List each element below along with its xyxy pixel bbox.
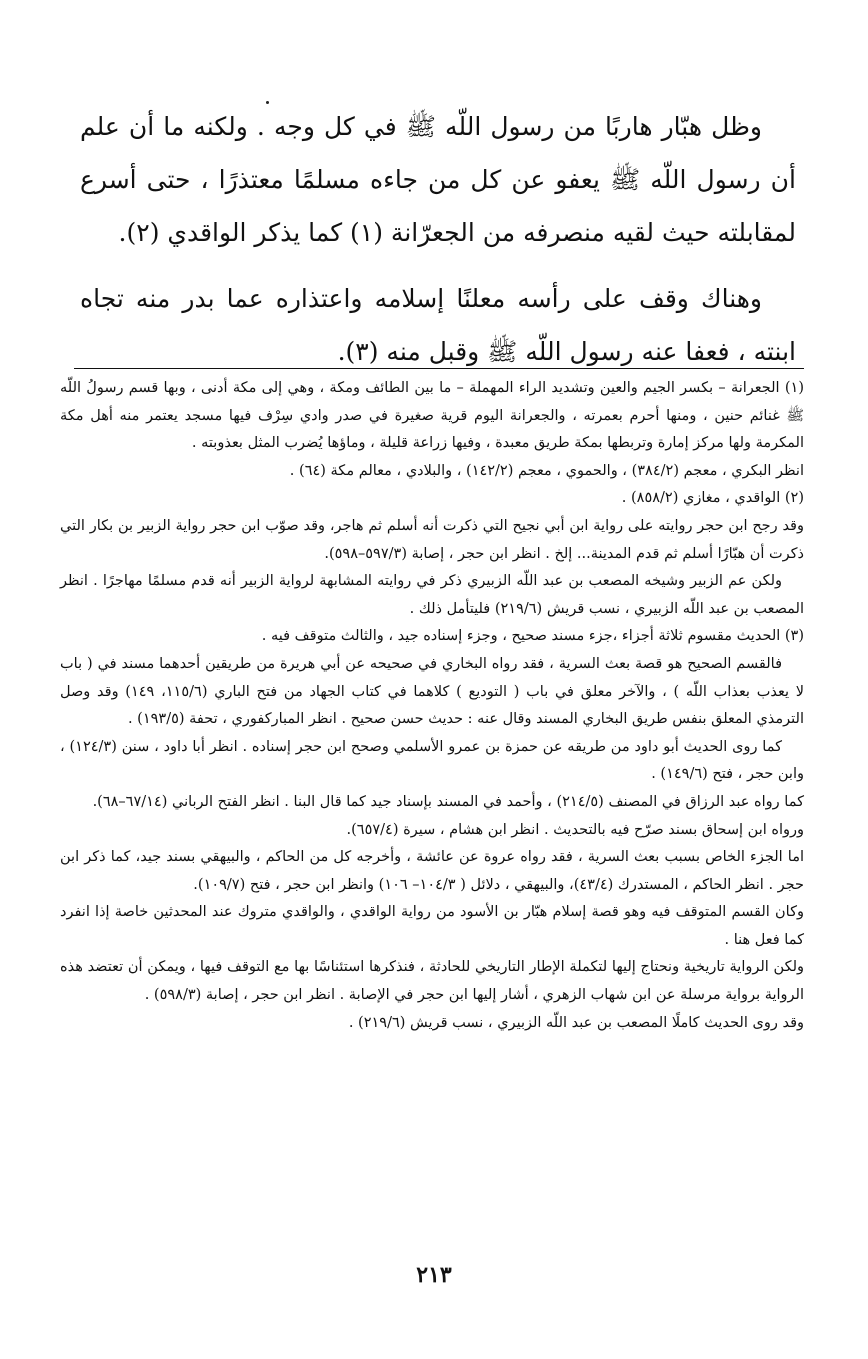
footnote-line: ولكن عم الزبير وشيخه المصعب بن عبد اللّه الزبيري ذكر في روايته المشابهة لرواية الزبير أنه قدم مسلمًا مهاجرًا . انظر المصعب بن عبد اللّه الزبيري ، نسب قريش (٢١٩/٦) فليتأمل ذلك . [60, 573, 804, 617]
footnote-line: وقد روى الحديث كاملًا المصعب بن عبد اللّه الزبيري ، نسب قريش (٢١٩/٦) . [348, 1014, 804, 1031]
footnote-line: اما الجزء الخاص بسبب بعث السرية ، فقد رواه عروة عن عائشة ، وأخرجه كل من الحاكم ، والبيهقي بسند جيد، كما ذكر ابن حجر . انظر الحاكم ، المستدرك (٤٣/٤)، والبيهقي ، دلائل ( ١٠٤/٣– ١٠٦) وانظر ابن حجر ، فتح (١٠٩/٧). [60, 849, 804, 893]
footnote-line: ولكن الرواية تاريخية ونحتاج إليها لتكملة الإطار التاريخي للحادثة ، فنذكرها استئناسًا بها مع التوقف فيها ، ويمكن أن تعتضد هذه الرواية برواية مرسلة عن ابن شهاب الزهري ، أشار إليها ابن حجر في الإصابة . انظر ابن حجر ، إصابة (٥٩٨/٣) . [60, 959, 804, 1004]
footnote-line: وقد رجح ابن حجر روايته على رواية ابن أبي نجيح التي ذكرت أنه أسلم ثم هاجر، وقد صوّب ابن حجر رواية الزبير بن بكار التي ذكرت أن هبّارًا أسلم ثم قدم المدينة... إلخ . انظر ابن حجر ، إصابة (٥٩٧/٣–٥٩٨). [60, 517, 804, 562]
footnote-line: (٣) الحديث مقسوم ثلاثة أجزاء ،جزء مسند صحيح ، وجزء إسناده جيد ، والثالث متوقف فيه . [261, 628, 804, 645]
footnotes-section [60, 375, 804, 1037]
footnote-line: (٢) الواقدي ، مغازي (٨٥٨/٢) . [621, 490, 804, 507]
footnote-line: (١) الجعرانة – بكسر الجيم والعين وتشديد الراء المهملة – ما بين الطائف ومكة ، وهي إلى مكة أدنى ، وبها قسم رسولُ اللّه ﷺ غنائم حنين ، ومنها أحرم بعمرته ، والجعرانة اليوم قرية صغيرة في صدر وادي سِرْف فيها مسجد يعتمر منه أهل مكة المكرمة ولها مركز إمارة وتربطها بمكة طريق معبدة ، وفيها زراعة قليلة ، وماؤها يُضرب المثل بعذوبته . [60, 380, 804, 452]
main-paragraph: وهناك وقف على رأسه معلنًا إسلامه واعتذاره عما بدر منه تجاه ابنته ، فعفا عنه رسول اللّه ﷺ وقبل منه (٣). [80, 284, 796, 366]
footnote-line: كما رواه عبد الرزاق في المصنف (٢١٤/٥) ، وأحمد في المسند بإسناد جيد كما قال البنا . انظر الفتح الرباني (٦٧/١٤–٦٨). [92, 793, 804, 810]
footnote-divider [74, 368, 804, 369]
footnote-line: فالقسم الصحيح هو قصة بعث السرية ، فقد رواه البخاري في صحيحه عن أبي هريرة من طريقين أحدهما مسند في ( باب لا يعذب بعذاب اللّه ) ، والآخر معلق في باب ( التوديع ) كلاهما في كتاب الجهاد من فتح الباري (١١٥/٦، ١٤٩) وقد وصل الترمذي المعلق بنفس طريق البخاري المسند وقال عنه : حديث حسن صحيح . انظر المباركفوري ، تحفة (١٩٣/٥) . [60, 655, 804, 728]
page-number: ٢١٣ [416, 1262, 452, 1288]
footnote-line: ورواه ابن إسحاق بسند صرّح فيه بالتحديث . انظر ابن هشام ، سيرة (٦٥٧/٤). [346, 821, 804, 838]
footnote-line: وكان القسم المتوقف فيه وهو قصة إسلام هبّار بن الأسود من رواية الواقدي ، والواقدي متروك عند المحدثين خاصة إذا انفرد كما فعل هنا . [60, 904, 804, 948]
footnote-line: انظر البكري ، معجم (٣٨٤/٢) ، والحموي ، معجم (١٤٢/٢) ، والبلادي ، معالم مكة (٦٤) . [289, 462, 804, 479]
main-paragraph: وظل هبّار هاربًا من رسول اللّه ﷺ في كل وجه . ولكنه ما أن علم أن رسول اللّه ﷺ يعفو عن كل من جاءه مسلمًا معتذرًا ، حتى أسرع لمقابلته حيث لقيه منصرفه من الجعرّانة (١) كما يذكر الواقدي (٢). [80, 112, 796, 247]
footnote-line: كما روى الحديث أبو داود من طريقه عن حمزة بن عمرو الأسلمي وصحح ابن حجر إسناده . انظر أبا داود ، سنن (١٢٤/٣) ، وابن حجر ، فتح (١٤٩/٦) . [60, 738, 804, 783]
main-text [80, 100, 796, 378]
